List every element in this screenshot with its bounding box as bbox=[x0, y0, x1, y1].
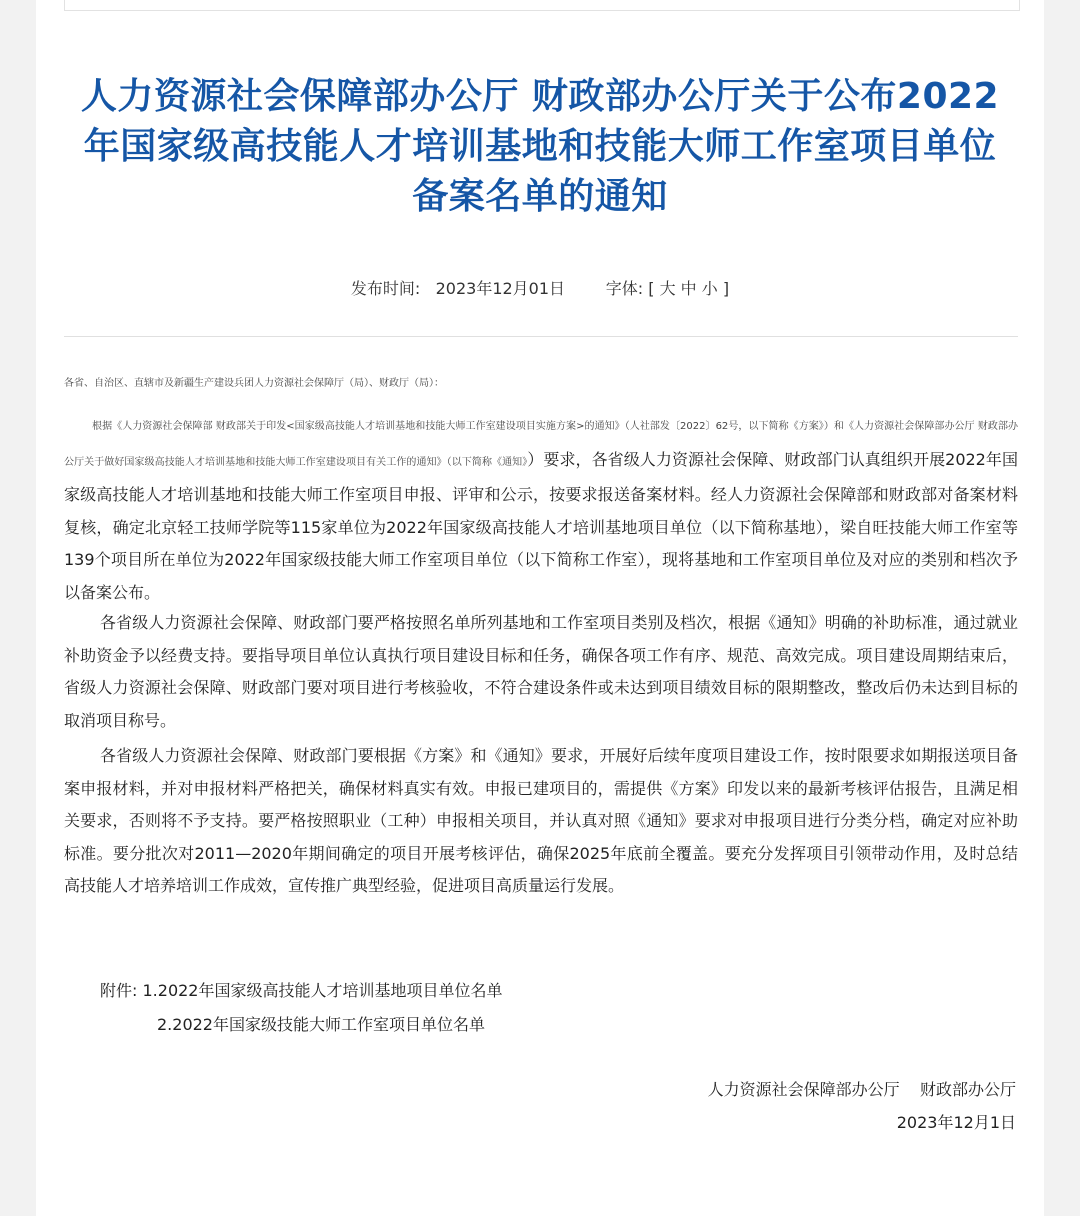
paragraph-3: 各省级人力资源社会保障、财政部门要根据《方案》和《通知》要求，开展好后续年度项目建设工作，按时限要求如期报送项目备案申报材料，并对申报材料严格把关，确保材料真实有效。申报已建项目的，需提供《方案》印发以来的最新考核评估报告，且满足相关要求，否则将不予支持。要严格按照职业（工种）申报相关项目，并认真对照《通知》要求对申报项目进行分类分档，确定对应补助标准。要分批次对2011—2020年期间确定的项目开展考核评估，确保2025年底前全覆盖。要充分发挥项目引领带动作用，及时总结高技能人才培养培训工作成效，宣传推广典型经验，促进项目高质量运行发展。 bbox=[64, 746, 1018, 895]
publish-date: 2023年12月01日 bbox=[435, 279, 566, 298]
page-title: 人力资源社会保障部办公厅 财政部办公厅关于公布2022年国家级高技能人才培训基地和技能大师工作室项目单位备案名单的通知 bbox=[80, 76, 1000, 217]
signature-orgs: 人力资源社会保障部办公厅 财政部办公厅 bbox=[707, 1080, 1016, 1099]
attachment-label: 附件: bbox=[100, 981, 138, 1000]
document-page bbox=[36, 0, 1044, 1216]
attachment-link-1[interactable]: 1.2022年国家级高技能人才培训基地项目单位名单 bbox=[142, 981, 503, 1000]
signature-date: 2023年12月1日 bbox=[896, 1113, 1016, 1132]
meta-bar bbox=[36, 276, 1044, 302]
font-size-switcher[interactable]: [ 大 中 小 ] bbox=[648, 279, 730, 298]
paragraph-1-body: ）要求，各省级人力资源社会保障、财政部门认真组织开展2022年国家级高技能人才培训基地和技能大师工作室项目申报、评审和公示，按要求报送备案材料。经人力资源社会保障部和财政部对备案材料复核，确定北京轻工技师学院等115家单位为2022年国家级高技能人才培训基地项目单位（以下简称基地），梁自旺技能大师工作室等139个项目所在单位为2022年国家级技能大师工作室项目单位（以下简称工作室），现将基地和工作室项目单位及对应的类别和档次予以备案公布。 bbox=[64, 449, 1018, 602]
divider bbox=[64, 336, 1018, 337]
paragraph-2: 各省级人力资源社会保障、财政部门要严格按照名单所列基地和工作室项目类别及档次，根据《通知》明确的补助标准，通过就业补助资金予以经费支持。要指导项目单位认真执行项目建设目标和任务，确保各项工作有序、规范、高效完成。项目建设周期结束后，省级人力资源社会保障、财政部门要对项目进行考核验收，不符合建设条件或未达到项目绩效目标的限期整改，整改后仍未达到目标的取消项目称号。 bbox=[64, 613, 1018, 730]
attachment-2 bbox=[157, 1013, 485, 1037]
paragraph-1-reference: 根据《人力资源社会保障部 财政部关于印发<国家级高技能人才培训基地和技能大师工作室建设项目实施方案>的通知》（人社部发〔2022〕62号，以下简称《方案》）和《人力资源社会保障部办公厅 财政部办公厅关于做好国家级高技能人才培训基地和技能大师工作室建设项目有关工作的通知》（以下简称《通知》 bbox=[64, 421, 1018, 468]
font-size-label: 字体: bbox=[605, 279, 644, 298]
paragraph-1 bbox=[64, 408, 1018, 609]
top-frame bbox=[64, 0, 1020, 11]
publish-label: 发布时间: bbox=[350, 279, 421, 298]
attachment-1 bbox=[100, 979, 503, 1003]
addressee: 各省、自治区、直辖市及新疆生产建设兵团人力资源社会保障厅（局）、财政厅（局）： bbox=[64, 378, 444, 389]
attachment-link-2[interactable]: 2.2022年国家级技能大师工作室项目单位名单 bbox=[157, 1015, 485, 1034]
